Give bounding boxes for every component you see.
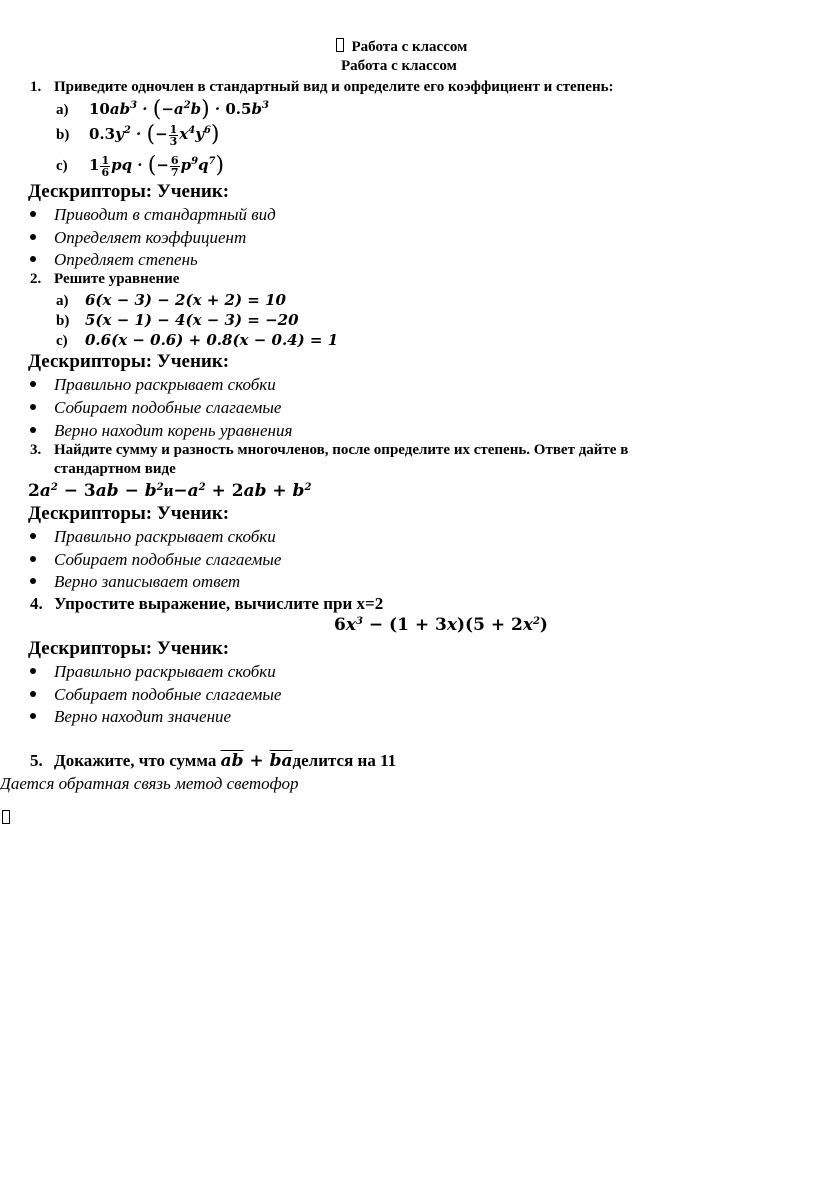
task-number: 2.: [30, 271, 42, 287]
item-label: a): [56, 293, 69, 309]
task-4-expression: $6x^3 - (1 + 3x)(5 + 2x^2)$: [334, 615, 548, 635]
item-label: b): [56, 127, 70, 143]
descriptors-2-heading: Дескрипторы: Ученик:: [28, 351, 230, 372]
descriptors-1-heading: Дескрипторы: Ученик:: [28, 181, 230, 202]
task-text: Упростите выражение, вычислите при x=2: [54, 594, 384, 613]
list-item: Верно находит корень уравнения: [30, 421, 292, 441]
task-number: 3.: [30, 442, 42, 458]
task-text: Приведите одночлен в стандартный вид и определите его коэффициент и степень:: [54, 79, 614, 95]
task-1-heading: [30, 79, 614, 96]
list-item: Верно находит значение: [30, 707, 231, 727]
descriptors-3-heading: Дескрипторы: Ученик:: [28, 503, 230, 524]
bullet-icon: [30, 533, 36, 539]
item-label: c): [56, 158, 68, 174]
task-1-item-a: [56, 97, 269, 122]
bullet-icon: [30, 256, 36, 262]
item-label: c): [56, 333, 68, 349]
item-label: a): [56, 102, 69, 118]
task-1-item-b: [56, 122, 220, 147]
task-text: Решите уравнение: [54, 271, 180, 287]
expression: $0.3y^2$ · (− $\frac{1}{3}$ $x^4y^6$): [89, 122, 220, 148]
bullet-icon: [30, 404, 36, 410]
conjunction: и: [163, 481, 174, 500]
task-1-item-c: [56, 153, 224, 178]
task-2-heading: [30, 271, 179, 288]
equation: 5(x − 1) − 4(x − 3) = −20: [85, 311, 299, 329]
list-item: Собирает подобные слагаемые: [30, 398, 281, 418]
list-item: Приводит в стандартный вид: [30, 205, 276, 225]
page-title: Работа с классом: [351, 39, 468, 55]
list-item: Собирает подобные слагаемые: [30, 685, 281, 705]
bullet-icon: [30, 691, 36, 697]
header-line-1: [336, 38, 467, 56]
bullet-icon: [30, 211, 36, 217]
equation: 0.6(x − 0.6) + 0.8(x − 0.4) = 1: [85, 331, 339, 349]
task-3-heading-cont: стандартном виде: [54, 461, 176, 477]
feedback-note: Дается обратная связь метод светофор: [0, 774, 299, 793]
equation: 6(x − 3) − 2(x + 2) = 10: [85, 291, 286, 309]
list-item: Правильно раскрывает скобки: [30, 662, 276, 682]
bullet-icon: [30, 234, 36, 240]
task-2-item-c: [56, 331, 338, 350]
bullet-icon: [30, 427, 36, 433]
list-item: Верно записывает ответ: [30, 572, 240, 592]
page-subtitle: Работа с классом: [341, 58, 457, 74]
task-number: 5.: [30, 751, 43, 770]
bullet-icon: [30, 578, 36, 584]
task-5-heading: [30, 751, 396, 771]
task-4-heading: [30, 594, 383, 614]
missing-glyph-icon: [2, 810, 10, 828]
item-label: b): [56, 313, 70, 329]
task-number: 4.: [30, 594, 43, 613]
bullet-icon: [30, 556, 36, 562]
bullet-icon: [30, 381, 36, 387]
list-item: Правильно раскрывает скобки: [30, 527, 276, 547]
task-text: Найдите сумму и разность многочленов, после определите их степень. Ответ дайте в: [54, 442, 629, 458]
task-text-end: делится на 11: [292, 751, 397, 770]
bullet-icon: [30, 668, 36, 674]
expression: 1 $\frac{1}{6}$ pq · (− $\frac{6}{7}$ $p^9q^7$): [89, 153, 225, 179]
list-item: Определяет коэффициент: [30, 228, 246, 248]
descriptors-4-heading: Дескрипторы: Ученик:: [28, 638, 230, 659]
list-item: Опредляет степень: [30, 250, 198, 270]
task-text: Докажите, что сумма: [54, 751, 217, 770]
task-2-item-a: [56, 291, 286, 310]
list-item: Правильно раскрывает скобки: [30, 375, 276, 395]
task-2-item-b: [56, 311, 299, 330]
bullet-icon: [30, 713, 36, 719]
list-item: Собирает подобные слагаемые: [30, 550, 281, 570]
expression: $10ab^3 \cdot (-a^2b) \cdot 0.5b^3$: [89, 97, 269, 122]
task-3-heading: [30, 442, 628, 459]
overline-expression: $\overline{ab} + \overline{ba}$: [220, 751, 293, 771]
task-number: 1.: [30, 79, 42, 95]
missing-glyph-icon: [336, 38, 344, 52]
task-3-expression: $2a^2 - 3ab - b^2и-a^2 + 2ab + b^2$: [28, 481, 312, 501]
